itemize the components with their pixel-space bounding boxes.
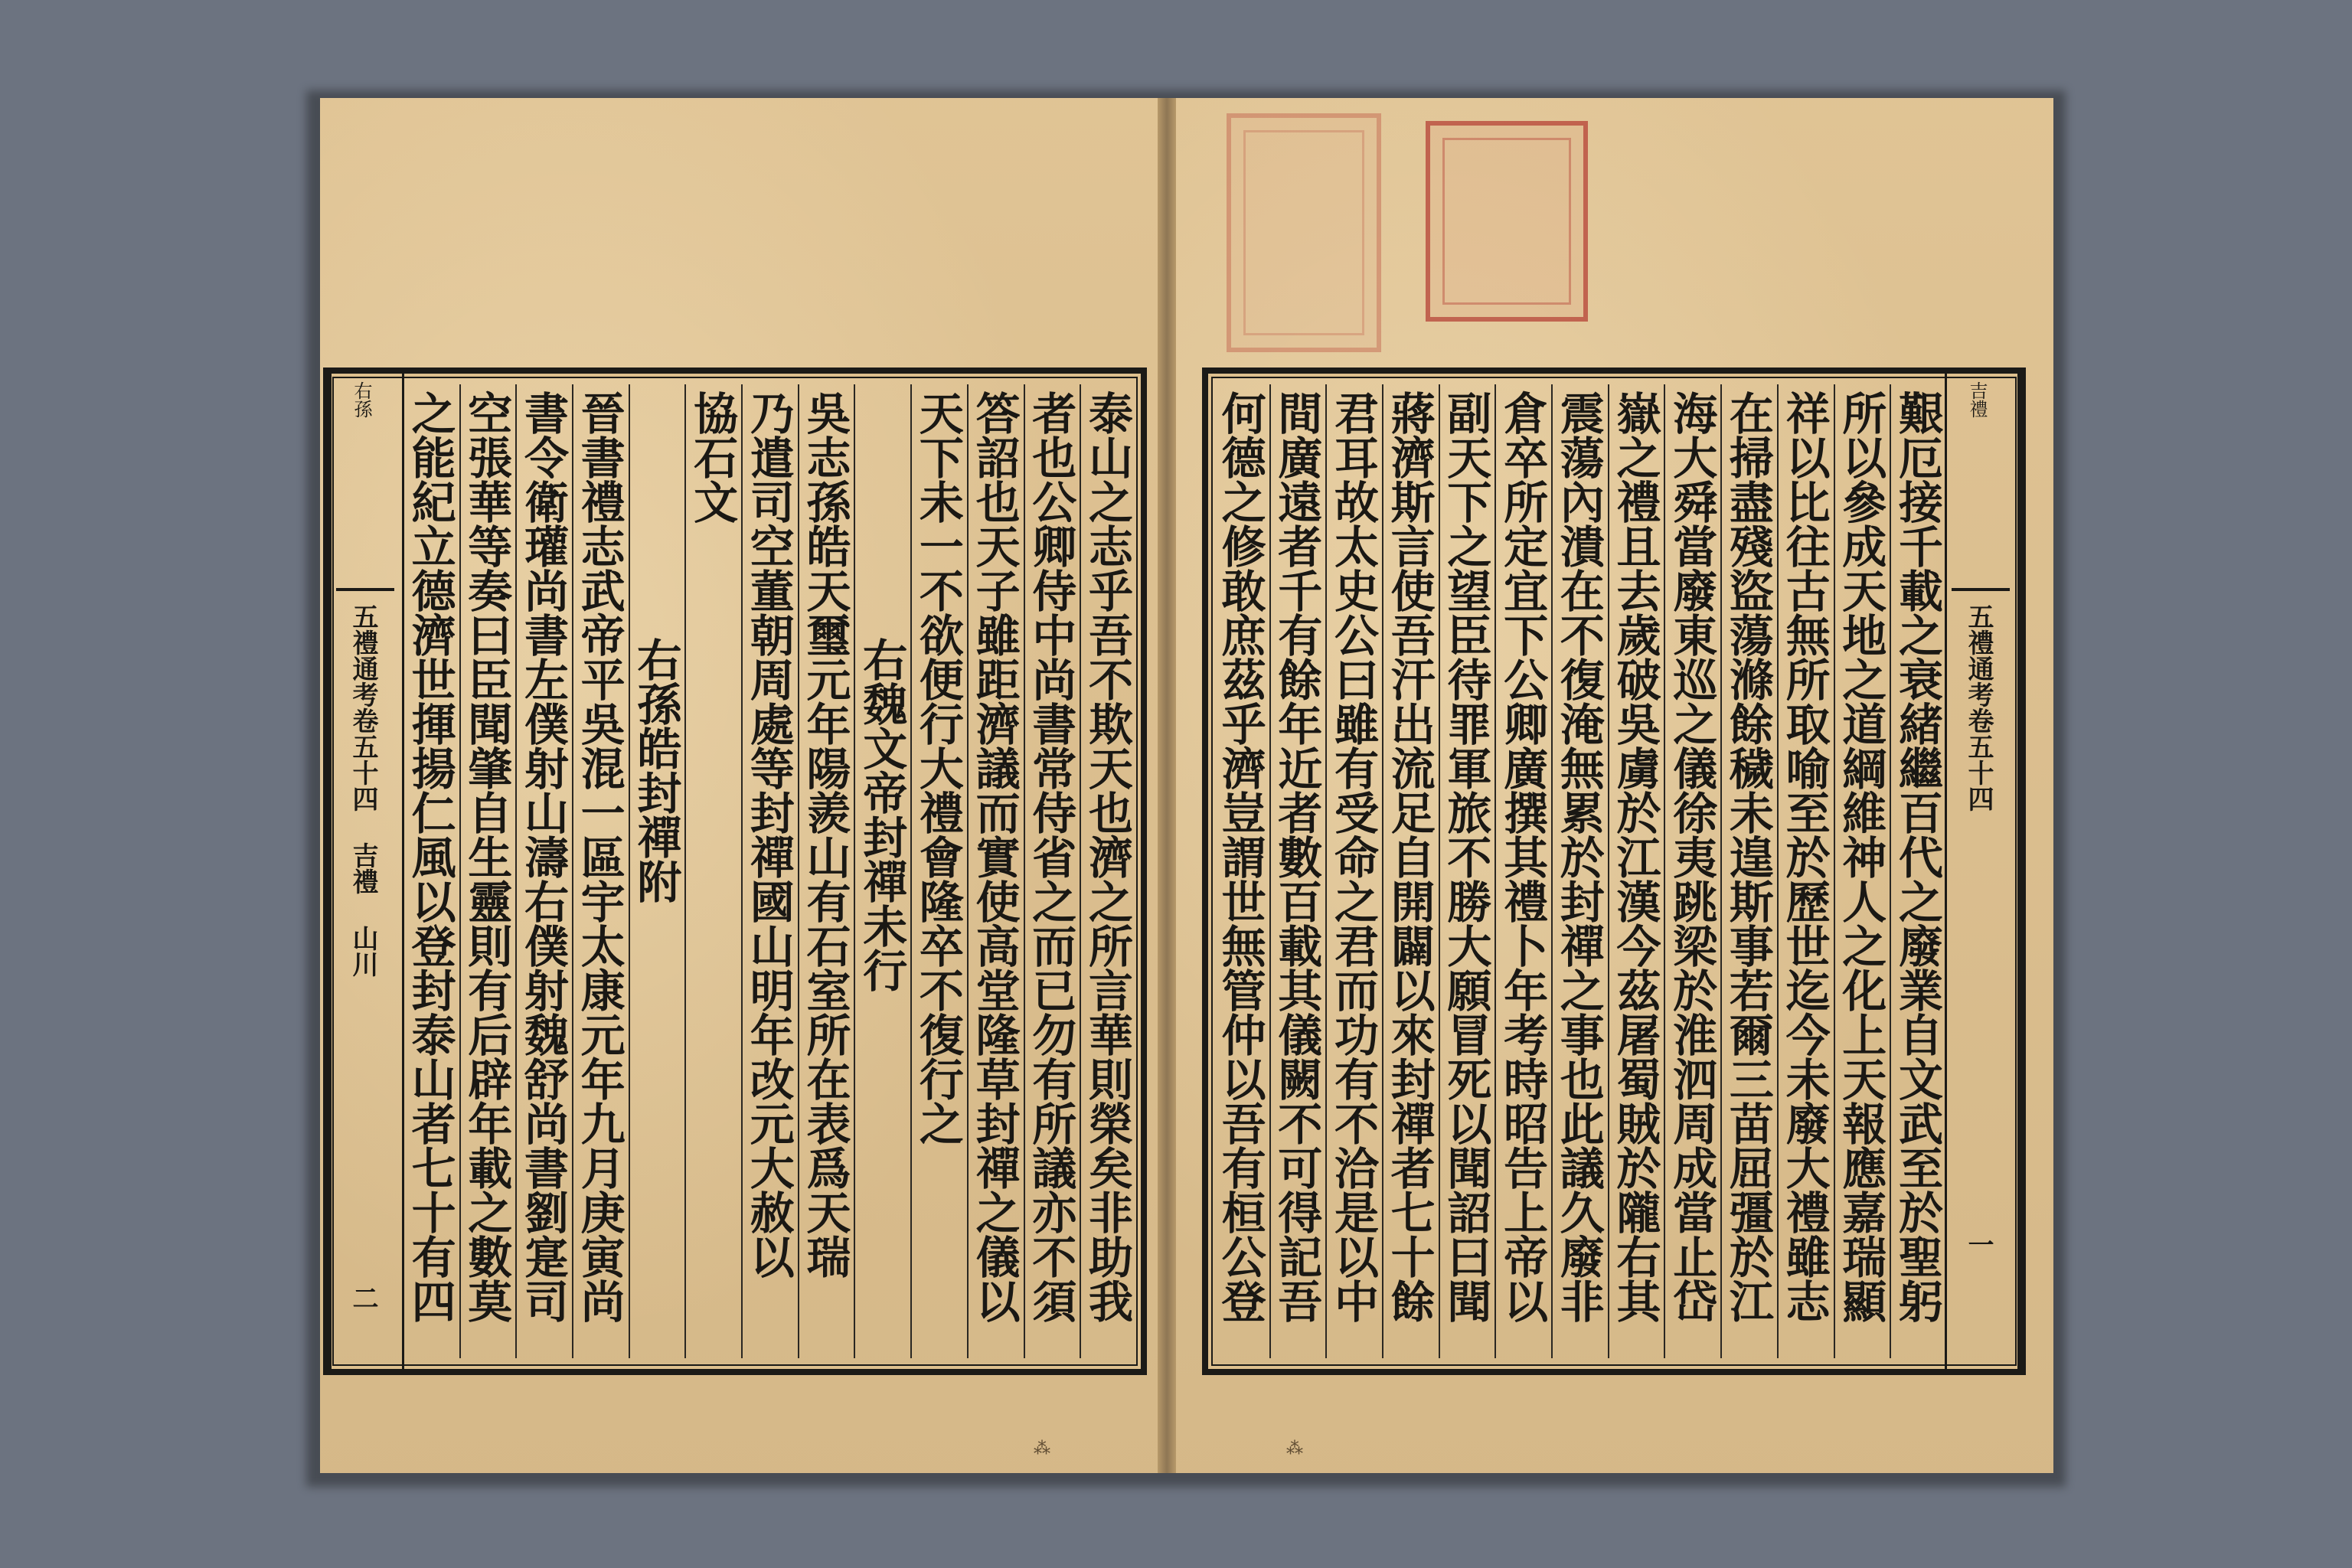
text-column: 書令衛瓘尚書左僕射山濤右僕射魏舒尚書劉寔司	[515, 384, 572, 1358]
right-page-frame	[1202, 368, 2026, 1375]
left-margin-page-number: 二	[348, 1285, 378, 1311]
right-margin-top-label: 吉禮	[1966, 381, 1988, 418]
text-column: 者也公卿侍中尚書常侍省之而已勿有所議亦不須	[1024, 384, 1080, 1358]
text-column: 空張華等奏曰臣聞肇自生靈則有后辟年載之數莫	[459, 384, 516, 1358]
red-seal-stamp-left	[1227, 113, 1381, 352]
right-margin-page-number: 一	[1963, 1231, 1994, 1257]
right-text-columns	[1213, 384, 1946, 1358]
text-column: 答詔也天子雖距濟議而實使高堂隆草封禪之儀以	[967, 384, 1024, 1358]
text-column: 泰山之志乎吾不欺天也濟之所言華則榮矣非助我	[1080, 384, 1136, 1358]
text-column: 協石文	[684, 384, 741, 1358]
red-seal-stamp-right	[1426, 121, 1588, 322]
text-column: 倉卒所定宜下公卿廣撰其禮卜年考時昭告上帝以	[1494, 384, 1551, 1358]
text-column: 乃遣司空董朝周處等封禪國山明年改元大赦以	[741, 384, 798, 1358]
book-gutter	[1158, 98, 1176, 1473]
left-text-columns	[403, 384, 1136, 1358]
left-page-margin-column	[329, 374, 404, 1369]
text-column: 所以參成天地之道綱維神人之化上天報應嘉瑞顯	[1834, 384, 1890, 1358]
text-column: 蔣濟斯言使吾汗出流足自開闢以來封禪者七十餘	[1382, 384, 1439, 1358]
right-margin-title: 五禮通考卷五十四	[1963, 603, 1994, 812]
text-column: 晉書禮志武帝平吳混一區宇太康元年九月庚寅尚	[572, 384, 629, 1358]
text-column: 震蕩內潰在不復淹無累於封禪之事也此議久廢非	[1551, 384, 1608, 1358]
left-margin-top-label: 右孫	[351, 381, 372, 418]
right-page-margin-column	[1945, 374, 2020, 1369]
text-column: 右孫皓封禪附	[629, 384, 685, 1358]
stitch-mark-right: ⁂	[1286, 1439, 1303, 1459]
text-column: 間廣遠者千有餘年近者數百載其儀闕不可得記吾	[1269, 384, 1326, 1358]
text-column: 在掃盡殘盜蕩滌餘穢未遑斯事若爾三苗屈彊於江	[1720, 384, 1777, 1358]
text-column: 嶽之禮且去歲破吳虜於江漢今茲屠蜀賊於隴右其	[1608, 384, 1664, 1358]
stitch-mark-left: ⁂	[1034, 1439, 1050, 1459]
text-column: 右魏文帝封禪未行	[854, 384, 910, 1358]
text-column: 何德之修敢庶茲乎濟豈謂世無管仲以吾有桓公登	[1214, 390, 1266, 1323]
text-column: 天下未一不欲便行大禮會隆卒不復行之	[910, 384, 967, 1358]
text-column: 艱厄接千載之衰緒繼百代之廢業自文武至於聖躬	[1890, 384, 1946, 1358]
text-column: 海大舜當廢東巡之儀徐夷跳梁於淮泗周成當止岱	[1664, 384, 1720, 1358]
left-margin-title: 五禮通考卷五十四 吉禮 山川	[348, 603, 378, 977]
text-column: 祥以比往古無所取喻至於歷世迄今未廢大禮雖志	[1777, 384, 1834, 1358]
text-column: 之能紀立德濟世揮揚仁風以登封泰山者七十有四	[403, 390, 456, 1323]
left-page-frame	[323, 368, 1147, 1375]
fish-tail-mark	[336, 588, 394, 591]
text-column: 吳志孫皓天璽元年陽羨山有石室所在表爲天瑞	[798, 384, 854, 1358]
text-column: 君耳故太史公曰雖有受命之君而功有不洽是以中	[1325, 384, 1382, 1358]
seal-inner-border	[1243, 130, 1364, 335]
seal-inner-border	[1442, 138, 1571, 305]
fish-tail-mark	[1952, 588, 2010, 591]
text-column: 副天下之望臣待罪軍旅不勝大願冒死以聞詔曰聞	[1439, 384, 1495, 1358]
